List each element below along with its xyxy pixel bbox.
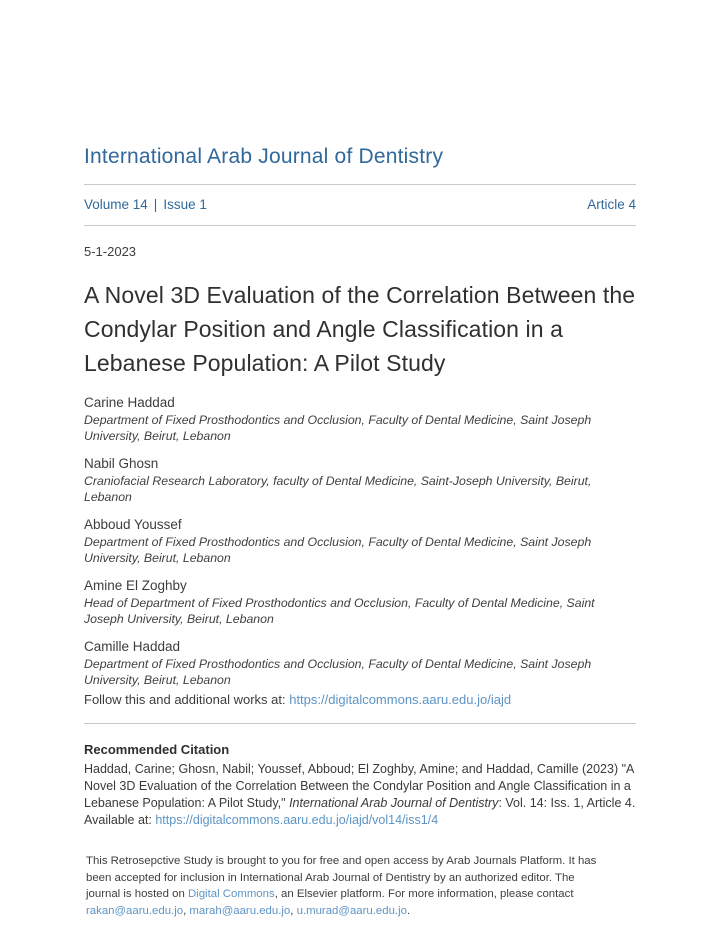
citation-text-after-journal: : Vol. 14: Iss. 1, Article 4. <box>498 796 636 810</box>
follow-works-link[interactable]: https://digitalcommons.aaru.edu.jo/iajd <box>289 692 512 707</box>
author-block <box>84 578 636 627</box>
author-block <box>84 395 636 444</box>
author-name: Camille Haddad <box>84 639 181 654</box>
footer-note <box>84 853 636 919</box>
author-name: Nabil Ghosn <box>84 456 159 471</box>
footer-period: . <box>406 904 411 917</box>
author-name: Amine El Zoghby <box>84 578 187 593</box>
footer-text-1: This Retrosepctive Study is brought to you for free and open access by Arab Journals Platform. It has been accepted for inclusion in International Arab Journal of Dentistry by an authorized editor. The journal is hosted on <box>86 855 597 900</box>
publication-date: 5-1-2023 <box>84 244 137 259</box>
recommended-citation-section <box>84 742 636 829</box>
journal-title: International Arab Journal of Dentistry <box>84 145 444 168</box>
footer-text-2: , an Elsevier platform. For more information, please contact <box>274 888 574 900</box>
citation-text-before-journal: Haddad, Carine; Ghosn, Nabil; Youssef, Abboud; El Zoghby, Amine; and Haddad, Camille (2023) "A Novel 3D Evaluation of the Correlation Between the Condylar Position and Angle Classification in a Lebanese Population: A Pilot Study," <box>84 762 634 810</box>
volume-issue-separator: | <box>153 197 158 212</box>
email-link-umurad[interactable]: u.murad@aaru.edu.jo <box>296 904 407 917</box>
author-block <box>84 639 636 688</box>
author-name: Abboud Youssef <box>84 517 182 532</box>
citation-text <box>84 761 636 829</box>
footer-comma-1: , <box>183 904 190 917</box>
author-affiliation: Craniofacial Research Laboratory, faculty of Dental Medicine, Saint-Joseph University, Beirut, Lebanon <box>84 474 592 504</box>
author-name: Carine Haddad <box>84 395 175 410</box>
citation-journal-name: International Arab Journal of Dentistry <box>289 796 499 810</box>
footer-comma-2: , <box>290 904 297 917</box>
author-block <box>84 456 636 505</box>
author-list <box>84 395 636 688</box>
masthead-row <box>84 197 636 212</box>
volume-issue <box>84 197 207 212</box>
divider-citation <box>84 723 636 724</box>
article-number: Article 4 <box>587 197 636 212</box>
digital-commons-link[interactable]: Digital Commons <box>187 888 275 900</box>
author-block <box>84 517 636 566</box>
volume-label: Volume 14 <box>84 197 148 212</box>
author-affiliation: Department of Fixed Prosthodontics and Occlusion, Faculty of Dental Medicine, Saint Joseph University, Beirut, Lebanon <box>84 413 592 443</box>
article-title: A Novel 3D Evaluation of the Correlation Between the Condylar Position and Angle Classification in a Lebanese Population: A Pilot Study <box>84 282 636 376</box>
author-affiliation: Department of Fixed Prosthodontics and Occlusion, Faculty of Dental Medicine, Saint Joseph University, Beirut, Lebanon <box>84 657 592 687</box>
divider-top <box>84 184 636 185</box>
author-affiliation: Head of Department of Fixed Prosthodontics and Occlusion, Faculty of Dental Medicine, Saint Joseph University, Beirut, Lebanon <box>84 596 595 626</box>
author-affiliation: Department of Fixed Prosthodontics and Occlusion, Faculty of Dental Medicine, Saint Joseph University, Beirut, Lebanon <box>84 535 592 565</box>
follow-works-label: Follow this and additional works at: <box>84 692 290 707</box>
email-link-rakan[interactable]: rakan@aaru.edu.jo <box>86 904 184 917</box>
available-at-link[interactable]: https://digitalcommons.aaru.edu.jo/iajd/vol14/iss1/4 <box>155 813 439 827</box>
email-link-marah[interactable]: marah@aaru.edu.jo <box>189 904 291 917</box>
follow-works-line <box>84 692 636 707</box>
available-at-label: Available at: <box>84 813 156 827</box>
recommended-citation-heading: Recommended Citation <box>84 742 230 757</box>
issue-label: Issue 1 <box>163 197 207 212</box>
divider-masthead <box>84 225 636 226</box>
